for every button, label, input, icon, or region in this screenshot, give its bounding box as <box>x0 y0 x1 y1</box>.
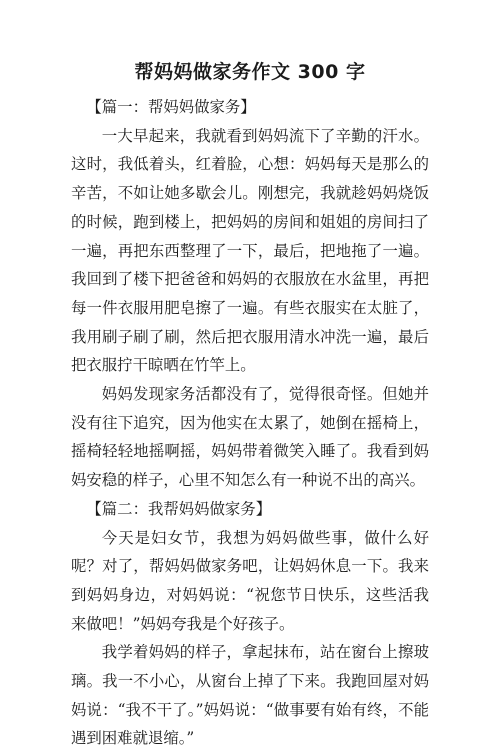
document-title: 帮妈妈做家务作文 300 字 <box>134 61 366 83</box>
section-heading-2: 【篇二：我帮妈妈做家务】 <box>86 499 272 518</box>
paragraph: 我学着妈妈的样子，拿起抹布，站在窗台上擦玻璃。我一不小心，从窗台上掉了下来。我跑回屋对妈妈说：“我不干了。”妈妈说：“做事要有始有终，不能遇到困难就退缩。” <box>71 643 429 748</box>
paragraph: 一大早起来，我就看到妈妈流下了辛勤的汗水。这时，我低着头，红着脸，心想：妈妈每天是那么的辛苦，不如让她多歇会儿。刚想完，我就趁妈妈烧饭的时候，跑到楼上，把妈妈的房间和姐姐的房间扫了一遍，再把东西整理了一下，最后，把地拖了一遍。我回到了楼下把爸爸和妈妈的衣服放在水盆里，再把每一件衣服用肥皂擦了一遍。有些衣服实在太脏了，我用刷子刷了刷，然后把衣服用清水冲洗一遍，最后把衣服拧干晾晒在竹竿上。 <box>71 126 429 375</box>
paragraph: 妈妈发现家务活都没有了，觉得很奇怪。但她并没有往下追究，因为他实在太累了，她倒在摇椅上，摇椅轻轻地摇啊摇，妈妈带着微笑入睡了。我看到妈妈安稳的样子，心里不知怎么有一种说不出的高兴。 <box>71 385 429 490</box>
document-body <box>71 93 429 753</box>
paragraph: 今天是妇女节，我想为妈妈做些事，做什么好呢？对了，帮妈妈做家务吧，让妈妈休息一下。我来到妈妈身边，对妈妈说：“祝您节日快乐，这些活我来做吧！”妈妈夸我是个好孩子。 <box>71 528 429 633</box>
section-heading-1: 【篇一：帮妈妈做家务】 <box>86 98 256 116</box>
